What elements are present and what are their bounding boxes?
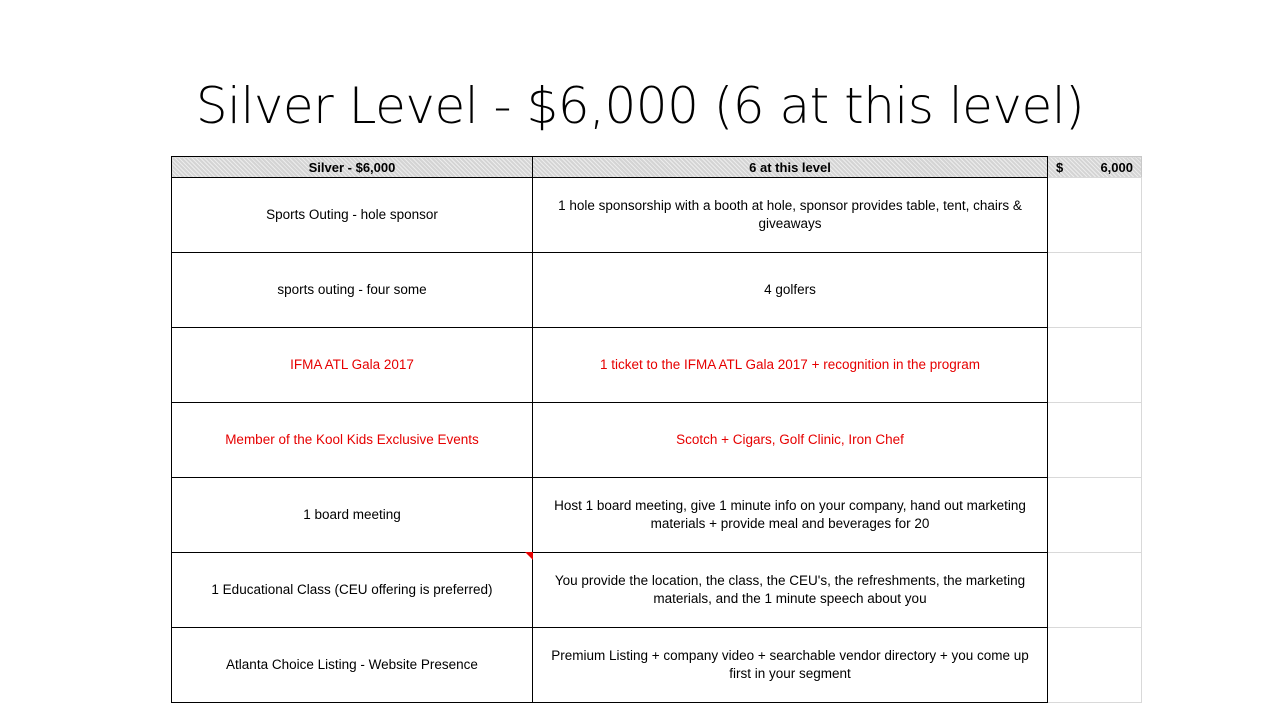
empty-cell xyxy=(1048,403,1142,478)
header-level-label: Silver - $6,000 xyxy=(172,157,533,178)
table-row xyxy=(172,628,1142,703)
amount-value: 6,000 xyxy=(1100,159,1133,175)
table-row xyxy=(172,403,1142,478)
sponsorship-table xyxy=(171,156,1142,703)
empty-cell xyxy=(1048,553,1142,628)
benefit-text: 1 Educational Class (CEU offering is preferred) xyxy=(211,582,493,597)
detail-cell: You provide the location, the class, the CEU's, the refreshments, the marketing materials, and the 1 minute speech about you xyxy=(533,553,1048,628)
benefit-cell: sports outing - four some xyxy=(172,253,533,328)
empty-cell xyxy=(1048,178,1142,253)
table-row xyxy=(172,253,1142,328)
currency-symbol: $ xyxy=(1056,159,1064,175)
detail-cell: Premium Listing + company video + searchable vendor directory + you come up first in your segment xyxy=(533,628,1048,703)
empty-cell xyxy=(1048,328,1142,403)
slide-title: Silver Level - $6,000 (6 at this level) xyxy=(195,77,1085,135)
comment-marker-icon[interactable] xyxy=(525,552,533,560)
benefit-cell-with-comment xyxy=(172,553,533,628)
benefit-cell: IFMA ATL Gala 2017 xyxy=(172,328,533,403)
table-row xyxy=(172,328,1142,403)
detail-cell: Scotch + Cigars, Golf Clinic, Iron Chef xyxy=(533,403,1048,478)
empty-cell xyxy=(1048,253,1142,328)
benefit-cell: Member of the Kool Kids Exclusive Events xyxy=(172,403,533,478)
sponsorship-table-container xyxy=(171,156,1141,702)
header-amount xyxy=(1048,157,1142,178)
empty-cell xyxy=(1048,478,1142,553)
benefit-cell: 1 board meeting xyxy=(172,478,533,553)
benefit-cell: Sports Outing - hole sponsor xyxy=(172,178,533,253)
table-row xyxy=(172,178,1142,253)
detail-cell: Host 1 board meeting, give 1 minute info on your company, hand out marketing materials + provide meal and beverages for 20 xyxy=(533,478,1048,553)
table-row xyxy=(172,553,1142,628)
detail-cell: 1 ticket to the IFMA ATL Gala 2017 + recognition in the program xyxy=(533,328,1048,403)
table-row xyxy=(172,478,1142,553)
detail-cell: 1 hole sponsorship with a booth at hole, sponsor provides table, tent, chairs & giveaways xyxy=(533,178,1048,253)
benefit-cell: Atlanta Choice Listing - Website Presence xyxy=(172,628,533,703)
table-header-row xyxy=(172,157,1142,178)
header-count-label: 6 at this level xyxy=(533,157,1048,178)
empty-cell xyxy=(1048,628,1142,703)
detail-cell: 4 golfers xyxy=(533,253,1048,328)
